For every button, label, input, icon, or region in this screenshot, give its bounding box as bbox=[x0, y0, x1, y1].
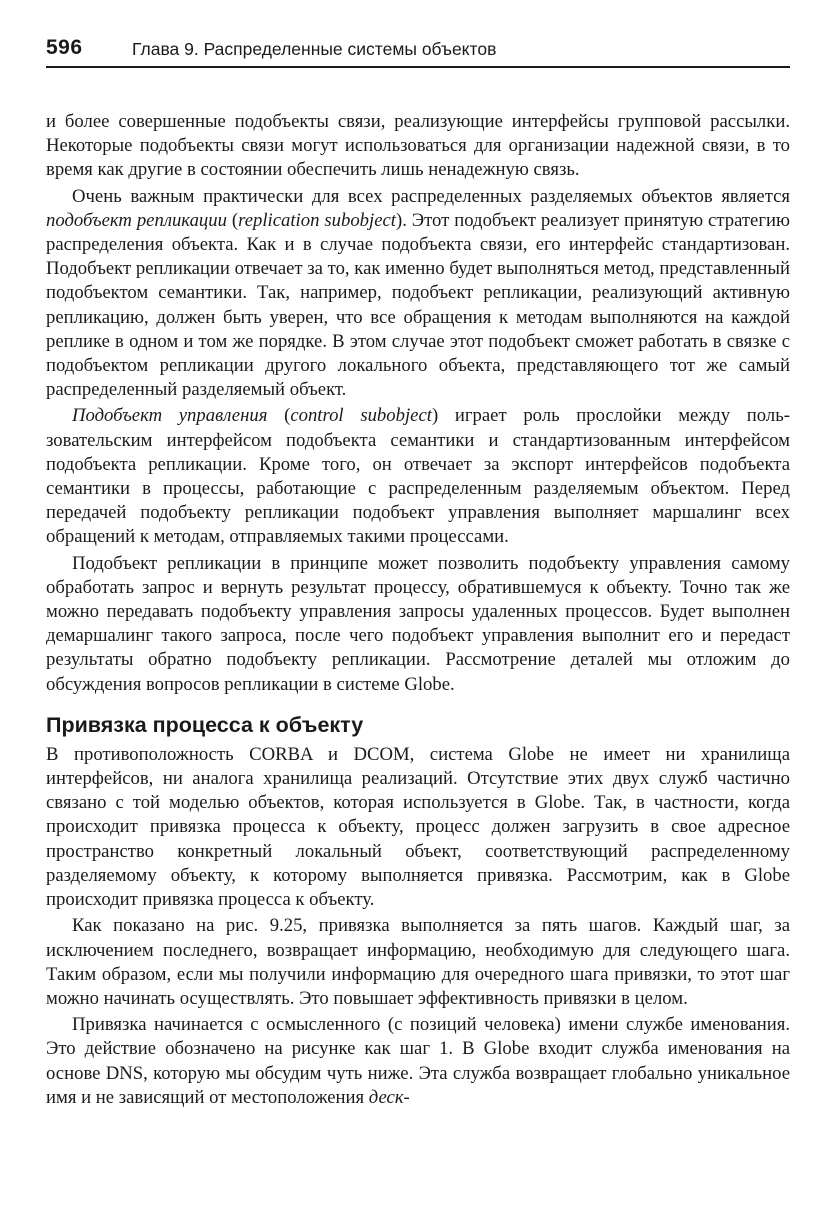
paragraph-text: ). Этот подобъект реализует принятую стратегию распределения объекта. Как и в случае подобъекта связи, его интерфейс стандартизован. Подобъект репликации отвечает за то, как именно будет выполняться метод, представленный подобъектом семантики. Так, например, подобъект репликации, реализующий активную репликацию, должен быть уверен, что все обращения к методам выполняются на каждой реплике в одном и том же порядке. В этом случае этот подобъект сможет работать в связке с подобъектом репликации другого локального объекта, представляющего тот же самый распределенный разделяемый объект. bbox=[46, 209, 790, 401]
paragraph-replication-subobject bbox=[46, 185, 790, 403]
paragraph-text: ) играет роль прослойки между пользовательским интерфейсом подобъекта семантики и стандартизованным интерфейсом подобъекта репликации. Кроме того, он отвечает за экспорт интерфейсов подобъекта семантики в процессы, работающие с распределенным разделяемым объектом. Перед передачей подобъекту репликации подобъект управления выполняет маршалинг всех обращений к методам, отправляемых такими процессами. bbox=[46, 405, 790, 548]
paragraph-text: Очень важным практически для всех распределенных разделяемых объектов является bbox=[72, 185, 790, 207]
paragraph-binding-steps: Как показано на рис. 9.25, привязка выполняется за пять шагов. Каждый шаг, за исключением последнего, возвращает информацию, необходимую для следующего шага. Таким образом, если мы получили информацию для очередного шага привязки, то этот шаг можно начинать осуществлять. Это повышает эффективность привязки в целом. bbox=[46, 915, 790, 1009]
page-number: 596 bbox=[46, 36, 83, 59]
paragraph-request-handling: Подобъект репликации в принципе может позволить подобъекту управления самому обработать запрос и вернуть результат процессу, обратившемуся к объекту. Точно так же можно передавать подобъекту управления запросы удаленных процессов. Будет выполнен демаршалинг такого запроса, после чего подобъект управления выполнит его и передаст результаты обратно подобъекту репликации. Рассмотрение деталей мы отложим до обсуждения вопросов репликации в системе Globe. bbox=[46, 552, 790, 695]
body-text bbox=[46, 110, 790, 1112]
paragraph-control-subobject bbox=[46, 404, 790, 549]
paragraph-continued: и более совершенные подобъекты связи, реализующие интерфейсы групповой рассылки. Некоторые подобъекты связи могут использоваться для организации надежной связи, в то время как другие в состоянии обеспечить лишь ненадежную связь. bbox=[46, 111, 790, 181]
paragraph-text: ( bbox=[267, 405, 291, 427]
paragraph-text: ( bbox=[226, 209, 239, 231]
term-replication-subobject-en: replication subobject bbox=[238, 209, 396, 231]
paragraph-text: Привязка начинается с осмысленного (с позиций человека) имени службе именования. Это действие обозначено на рисунке как шаг 1. В Globe входит служба именования на основе DNS, которую мы обсудим чуть ниже. Эта служба возвращает глобально уникальное имя и не зависящий от местоположения bbox=[46, 1014, 790, 1108]
term-control-subobject: Подобъект управления bbox=[72, 405, 268, 427]
term-replication-subobject: подобъект репликации bbox=[46, 209, 227, 231]
running-header bbox=[46, 36, 790, 68]
paragraph-naming-service bbox=[46, 1013, 790, 1110]
term-control-subobject-en: control subobject bbox=[290, 405, 432, 427]
chapter-title: Глава 9. Распределенные системы объектов bbox=[132, 39, 497, 59]
italic-word-fragment: деск- bbox=[368, 1086, 410, 1108]
section-heading: Привязка процесса к объекту bbox=[46, 712, 364, 737]
paragraph-binding-intro: В противоположность CORBA и DCOM, система Globe не имеет ни хранилища интерфейсов, ни аналога хранилища реализаций. Отсутствие этих двух служб частично связано с той моделью объектов, которая используется в Globe. Так, в частности, когда происходит привязка процесса к объекту, процесс должен загрузить в свое адресное пространство конкретный локальный объект, соответствующий распределенному разделяемому объекту, к которому выполняется привязка. Рассмотрим, как в Globe происходит привязка процесса к объекту. bbox=[46, 743, 790, 911]
